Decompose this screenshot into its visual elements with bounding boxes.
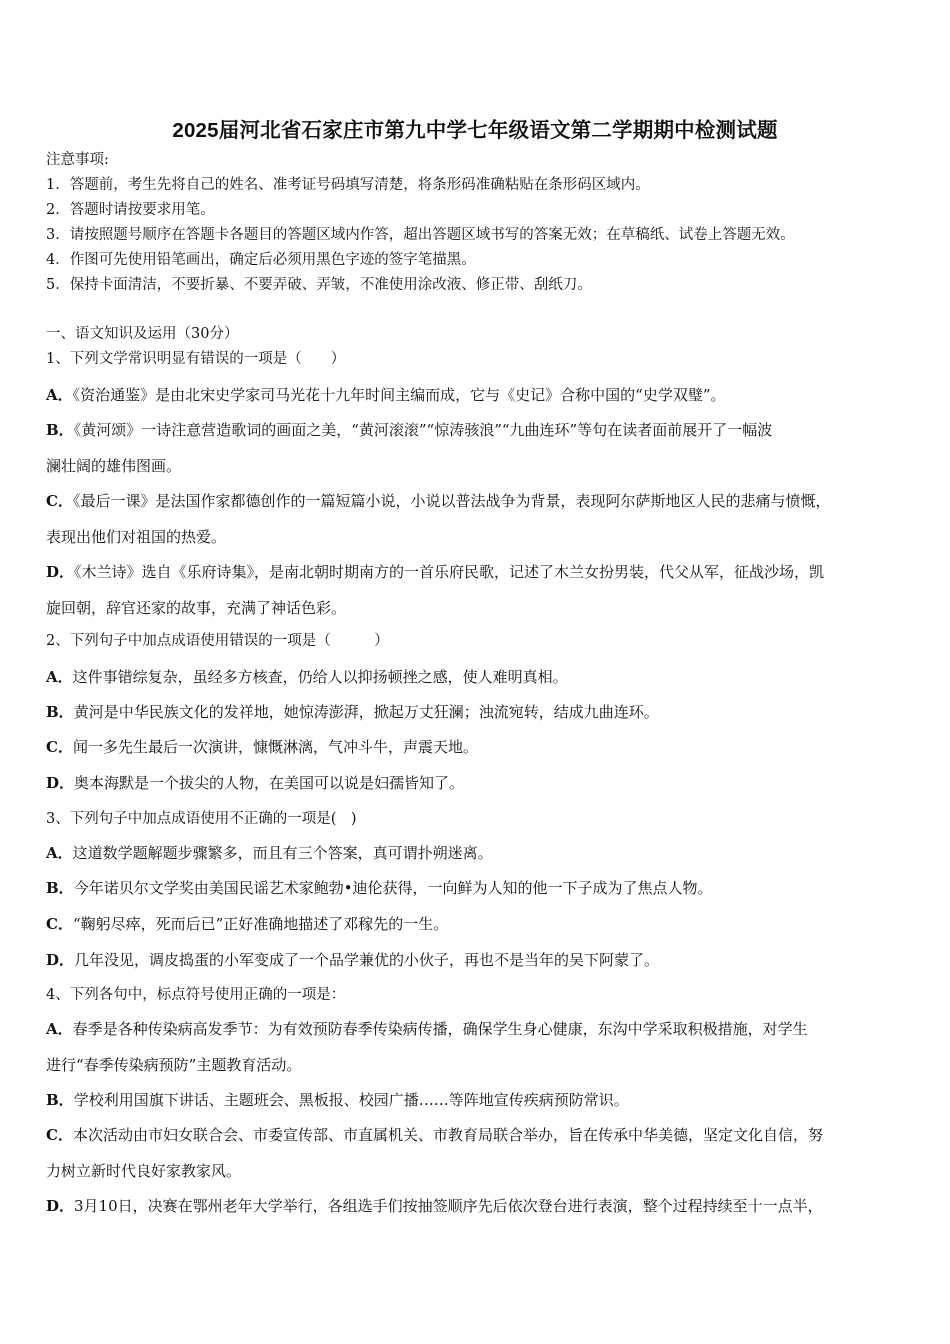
notes-item: 5．保持卡面清洁，不要折暴、不要弄破、弄皱，不准使用涂改液、修正带、刮纸刀。 (46, 277, 592, 293)
option-letter: A． (46, 844, 73, 862)
question-1-option-b (46, 423, 772, 438)
question-4-stem: 4、下列各句中，标点符号使用正确的一项是： (46, 987, 346, 1003)
option-letter: B． (46, 421, 74, 439)
option-letter: D． (46, 563, 75, 581)
question-4-option-c (46, 1128, 823, 1143)
notes-item: 1．答题前，考生先将自己的姓名、准考证号码填写清楚，将条形码准确粘贴在条形码区域内。 (46, 177, 650, 193)
question-1-option-a (46, 388, 725, 403)
option-letter: C． (46, 1126, 73, 1144)
option-text: 《木兰诗》选自《乐府诗集》，是南北朝时期南方的一首乐府民歌，记述了木兰女扮男装，代父从军，征战沙场，凯 (74, 563, 825, 581)
question-4-option-c-cont: 力树立新时代良好家教家风。 (46, 1162, 242, 1180)
option-text: 这道数学题解题步骤繁多，而且有三个答案，真可谓扑朔迷离。 (72, 844, 493, 862)
option-letter: D． (46, 774, 75, 792)
question-2-option-b (46, 705, 659, 720)
notes-heading: 注意事项: (46, 152, 109, 168)
option-letter: C． (46, 738, 73, 756)
option-text: 这件事错综复杂，虽经多方核查，仍给人以抑扬顿挫之感，使人难明真相。 (72, 668, 568, 686)
notes-item: 2．答题时请按要求用笔。 (46, 202, 215, 218)
question-3-option-c (46, 917, 448, 932)
question-4-option-a-cont: 进行“春季传染病预防”主题教育活动。 (46, 1056, 302, 1074)
option-letter: C． (46, 915, 73, 933)
question-2-option-d (46, 776, 464, 791)
question-1-option-d-cont: 旋回朝，辞官还家的故事，充满了神话色彩。 (46, 599, 347, 617)
question-2-option-a (46, 670, 568, 685)
question-1-option-b-cont: 澜壮阔的雄伟图画。 (46, 457, 182, 475)
question-3-option-d (46, 953, 659, 968)
question-2-stem: 2、下列句子中加点成语使用错误的一项是（ ） (46, 633, 389, 649)
page-title: 2025届河北省石家庄市第九中学七年级语文第二学期期中检测试题 (172, 119, 778, 142)
question-3-option-a (46, 846, 493, 861)
option-text: 本次活动由市妇女联合会、市委宣传部、市直属机关、市教育局联合举办，旨在传承中华美德，坚定文化自信，努 (72, 1126, 823, 1144)
question-3-stem: 3、下列句子中加点成语使用不正确的一项是( ) (46, 811, 357, 827)
question-3-option-b (46, 881, 713, 896)
option-letter: D． (46, 1197, 75, 1215)
option-text: 3月10日，决赛在鄂州老年大学举行，各组选手们按抽签顺序先后依次登台进行表演，整个过程持续至十一点半， (74, 1197, 823, 1215)
option-letter: B． (46, 879, 74, 897)
question-1-option-c (46, 494, 830, 509)
question-1-option-c-cont: 表现出他们对祖国的热爱。 (46, 528, 227, 546)
option-text: 《最后一课》是法国作家都德创作的一篇短篇小说，小说以普法战争为背景，表现阿尔萨斯地区人民的悲痛与愤慨， (72, 492, 831, 510)
option-text: 几年没见，调皮捣蛋的小军变成了一个品学兼优的小伙子，再也不是当年的吴下阿蒙了。 (74, 951, 660, 969)
question-4-option-a (46, 1022, 808, 1037)
option-text: 闻一多先生最后一次演讲，慷慨淋漓，气冲斗牛，声震天地。 (72, 738, 478, 756)
option-letter: B． (46, 1091, 74, 1109)
question-1-option-d (46, 565, 824, 580)
option-letter: A． (46, 668, 73, 686)
question-4-option-b (46, 1093, 629, 1108)
option-text: 春季是各种传染病高发季节：为有效预防春季传染病传播，确保学生身心健康，东沟中学采取积极措施，对学生 (72, 1020, 808, 1038)
option-text: 《黄河颂》一诗注意营造歌词的画面之美，“黄河滚滚”“惊涛骇浪”“九曲连环”等句在读者面前展开了一幅波 (73, 421, 773, 439)
section-heading: 一、语文知识及运用（30分） (46, 326, 239, 342)
notes-item: 3．请按照题号顺序在答题卡各题目的答题区域内作答，超出答题区域书写的答案无效；在草稿纸、试卷上答题无效。 (46, 227, 795, 243)
option-letter: C． (46, 492, 73, 510)
option-text: 学校利用国旗下讲话、主题班会、黑板报、校园广播……等阵地宣传疾病预防常识。 (73, 1091, 629, 1109)
option-letter: A． (46, 386, 73, 404)
option-text: 黄河是中华民族文化的发祥地，她惊涛澎湃，掀起万丈狂澜；浊流宛转，结成九曲连环。 (73, 703, 659, 721)
option-text: 奥本海默是一个拔尖的人物，在美国可以说是妇孺皆知了。 (74, 774, 465, 792)
option-text: “鞠躬尽瘁，死而后已”正好准确地描述了邓稼先的一生。 (72, 915, 449, 933)
option-letter: D． (46, 951, 75, 969)
option-letter: A． (46, 1020, 73, 1038)
question-2-option-c (46, 740, 478, 755)
option-text: 今年诺贝尔文学奖由美国民谣艺术家鲍勃•迪伦获得，一向鲜为人知的他一下子成为了焦点人物。 (73, 879, 713, 897)
notes-item: 4．作图可先使用铅笔画出，确定后必须用黑色字迹的签字笔描黑。 (46, 252, 476, 268)
option-letter: B． (46, 703, 74, 721)
question-4-option-d (46, 1199, 823, 1214)
option-text: 《资治通鉴》是由北宋史学家司马光花十九年时间主编而成，它与《史记》合称中国的“史学双璧”。 (72, 386, 726, 404)
question-1-stem: 1、下列文学常识明显有错误的一项是（ ） (46, 351, 346, 367)
